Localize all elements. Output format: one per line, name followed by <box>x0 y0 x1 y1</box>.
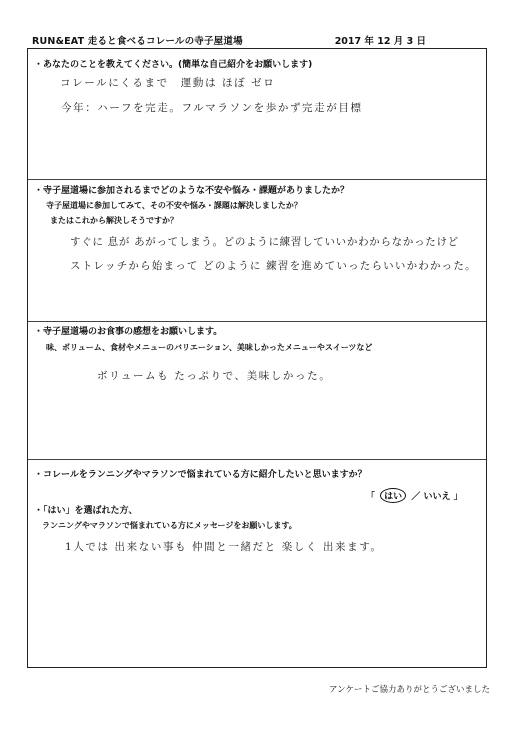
worries-subquestion-2: またはこれから解決しそうですか？ <box>50 216 178 225</box>
worries-answer-line-2: ストレッチから始まって どのように 練習を進めていったらいいかわかった。 <box>70 260 477 272</box>
recommend-choice <box>366 488 463 503</box>
meal-answer: ボリュームも たっぷりで、美味しかった。 <box>97 370 332 382</box>
meal-question: ・寺子屋道場のお食事の感想をお願いします。 <box>34 327 223 337</box>
header-title: RUN&EAT 走ると食べるコレールの寺子屋道場 <box>32 36 243 47</box>
intro-answer-line-2: 今年：ハーフを完走。フルマラソンを歩かず完走が目標 <box>61 102 363 114</box>
choice-yes-circled: はい <box>380 488 406 503</box>
choice-separator: ／ <box>411 492 421 502</box>
section-divider <box>28 459 486 460</box>
worries-answer-line-1: すぐに 息が あがってしまう。どのように練習していいかわからなかったけど <box>70 236 459 248</box>
section-divider <box>28 179 486 180</box>
meal-subquestion: 味、ボリューム、食材やメニューのバリエーション、美味しかったメニューやスイーツなど <box>46 343 373 352</box>
worries-subquestion-1: 寺子屋道場に参加してみて、その不安や悩み・課題は解決しましたか？ <box>46 201 302 210</box>
worries-question: ・寺子屋道場に参加されるまでどのような不安や悩み・課題がありましたか？ <box>34 186 350 196</box>
choice-close-bracket: 」 <box>453 492 463 502</box>
survey-form <box>27 48 487 668</box>
intro-answer-line-1: コレールにくるまで 運動は ほぼ ゼロ <box>60 77 276 89</box>
followup-question: ・「はい」を選ばれた方、 <box>34 506 138 516</box>
section-divider <box>28 321 486 322</box>
header-date: 2017 年 12 月 3 日 <box>334 36 426 47</box>
choice-open-bracket: 「 <box>366 492 376 502</box>
recommend-answer: 1人では 出来ない事も 仲間と一緒だと 楽しく 出来ます。 <box>65 541 383 553</box>
followup-subquestion: ランニングやマラソンで悩まれている方にメッセージをお願いします。 <box>42 521 297 530</box>
recommend-question: ・コレールをランニングやマラソンで悩まれている方に紹介したいと思いますか？ <box>34 470 367 480</box>
intro-question: ・あなたのことを教えてください。(簡単な自己紹介をお願いします) <box>34 60 313 70</box>
choice-no: いいえ <box>423 492 451 502</box>
footer-thanks: アンケートご協力ありがとうございました <box>329 685 490 695</box>
